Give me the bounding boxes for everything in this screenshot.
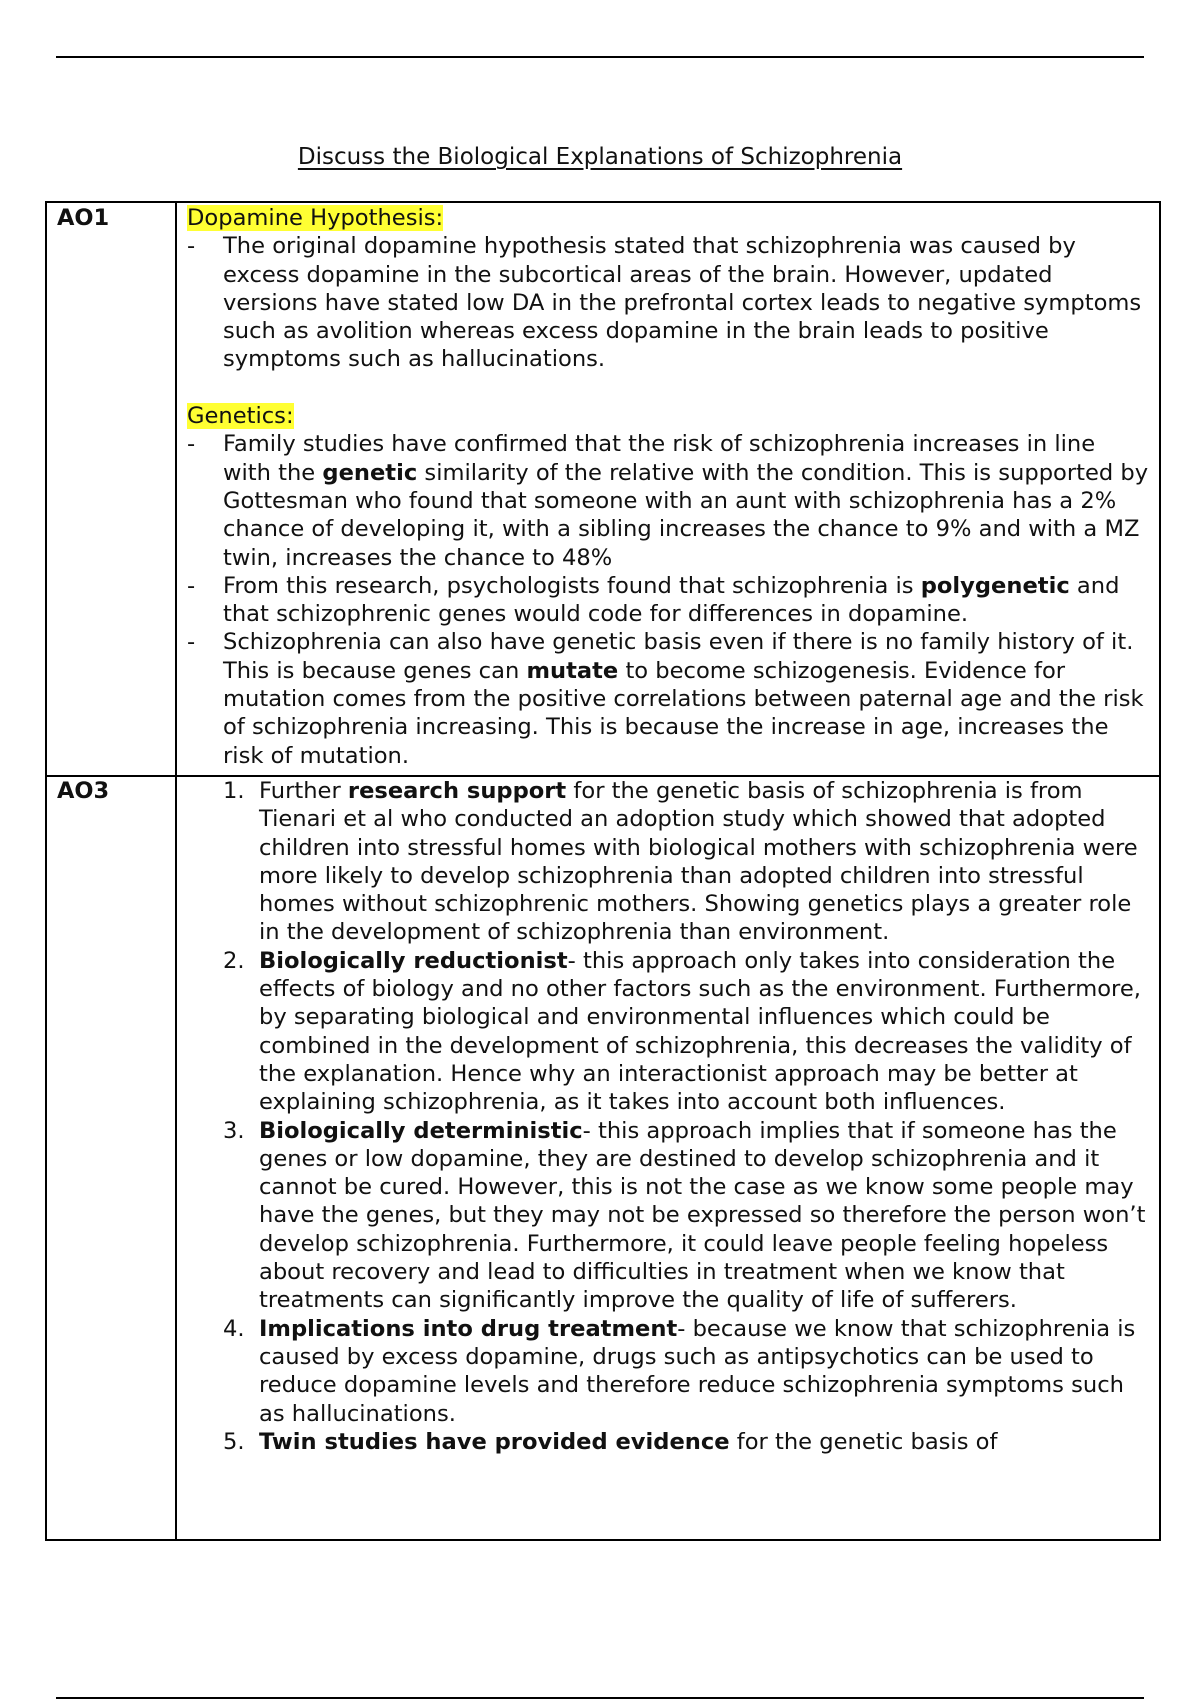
dopamine-point: - The original dopamine hypothesis stated that schizophrenia was caused by excess dopamine in the subcortical areas of the brain. However, updated versions have stated low DA in the prefrontal cortex leads to negative symptoms such as avolition whereas excess dopamine in the brain leads to positive symptoms such as hallucinations.: [187, 233, 1142, 373]
genetics-point: - Family studies have confirmed that the risk of schizophrenia increases in line with the genetic similarity of the relative with the condition. This is supported by Gottesman who found that someone with an aunt with schizophrenia has a 2% chance of developing it, with a sibling increases the chance to 9% and with a MZ twin, increases the chance to 48%: [187, 431, 1149, 571]
column-divider: [175, 203, 177, 1539]
genetics-point: - From this research, psychologists found that schizophrenia is polygenetic and that schizophrenic genes would code for differences in dopamine.: [187, 572, 1120, 628]
essay-table: [45, 201, 1161, 1541]
evaluation-point: 5. Twin studies have provided evidence for the genetic basis of: [223, 1428, 998, 1455]
ao1-content: [187, 204, 1149, 770]
evaluation-point: 4. Implications into drug treatment- because we know that schizophrenia is caused by excess dopamine, drugs such as antipsychotics can be used to reduce dopamine levels and therefore reduce schizophrenia symptoms such as hallucinations.: [223, 1315, 1136, 1427]
evaluation-point: 1. Further research support for the genetic basis of schizophrenia is from Tienari et al who conducted an adoption study which showed that adopted children into stressful homes with biological mothers with schizophrenia were more likely to develop schizophrenia than adopted children into stressful homes without schizophrenic mothers. Showing genetics plays a greater role in the development of schizophrenia than environment.: [223, 778, 1138, 946]
dopamine-heading: Dopamine Hypothesis:: [187, 205, 444, 231]
genetics-heading: Genetics:: [187, 403, 294, 430]
genetics-point: - Schizophrenia can also have genetic basis even if there is no family history of it. This is because genes can mutate to become schizogenesis. Evidence for mutation comes from the positive correlations between paternal age and the risk of schizophrenia increasing. This is because the increase in age, increases the risk of mutation.: [187, 629, 1144, 769]
ao3-content: [187, 777, 1149, 1456]
footer-rule: [56, 1697, 1144, 1699]
header-rule: [56, 56, 1144, 58]
ao1-label: AO1: [57, 205, 110, 231]
evaluation-point: 3. Biologically deterministic- this approach implies that if someone has the genes or low dopamine, they are destined to develop schizophrenia and it cannot be cured. However, this is not the case as we know some people may have the genes, but they may not be expressed so therefore the person won’t develop schizophrenia. Furthermore, it could leave people feeling hopeless about recovery and lead to difficulties in treatment when we know that treatments can significantly improve the quality of life of sufferers.: [223, 1117, 1146, 1314]
ao3-label: AO3: [57, 778, 110, 804]
page-title: Discuss the Biological Explanations of Schizophrenia: [297, 144, 903, 170]
evaluation-point: 2. Biologically reductionist- this approach only takes into consideration the effects of biology and no other factors such as the environment. Furthermore, by separating biological and environmental influences which could be combined in the development of schizophrenia, this decreases the validity of the explanation. Hence why an interactionist approach may be better at explaining schizophrenia, as it takes into account both influences.: [223, 947, 1141, 1116]
